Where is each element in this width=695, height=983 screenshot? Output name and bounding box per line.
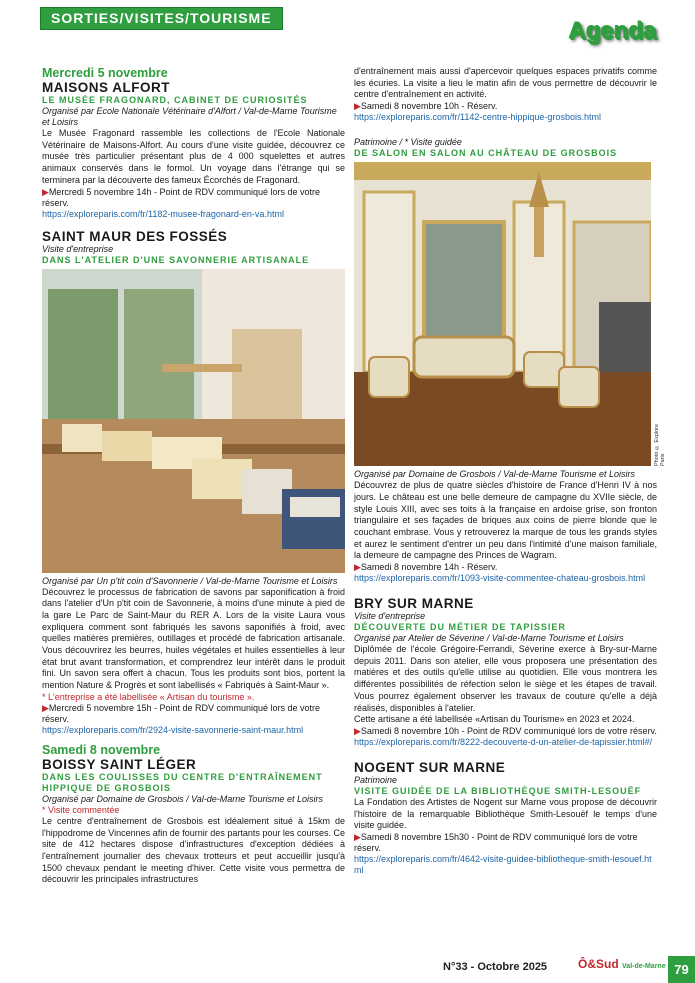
event-when bbox=[354, 101, 657, 112]
left-column bbox=[42, 66, 345, 886]
arrow-icon: ▶ bbox=[354, 101, 361, 112]
arrow-icon: ▶ bbox=[42, 702, 49, 713]
event-description: Le centre d'entraînement de Grosbois est idéalement situé à 15km de l'hippodrome de Vincennes afin de fournir des partants pour les courses. Ce site de 412 hectares dispose d'infrastructures d'exception dédiées à l'entraînement journalier des chevaux trotteurs et peut accueillir jusqu'à 1500 chevaux pendant le meeting d'hiver. Cette visite vous permettra de découvrir les principales infrastructures bbox=[42, 815, 345, 885]
arrow-icon: ▶ bbox=[354, 832, 361, 843]
event-link[interactable]: https://exploreparis.com/fr/1093-visite-commentee-chateau-grosbois.html bbox=[354, 573, 646, 584]
event-title: DANS LES COULISSES DU CENTRE D'ENTRAÎNEMENT HIPPIQUE DE GROSBOIS bbox=[42, 771, 323, 793]
issue-number: N°33 - Octobre 2025 bbox=[443, 961, 548, 973]
when-text: Samedi 8 novembre 10h - Point de RDV communiqué lors de votre réserv. bbox=[360, 725, 657, 736]
event-description: La Fondation des Artistes de Nogent sur Marne vous propose de découvrir l'histoire de la remarquable Bibliothèque Smith-Lesouëf le temps d'une visite guidée. bbox=[354, 796, 657, 831]
chateau-salon-photo bbox=[354, 162, 651, 466]
event-when bbox=[42, 187, 345, 209]
page-number: 79 bbox=[668, 956, 695, 983]
event-when bbox=[354, 726, 657, 737]
event-link[interactable]: https://exploreparis.com/fr/4642-visite-guidee-bibliotheque-smith-lesouef.html bbox=[354, 854, 652, 876]
label-note: * L'entreprise a été labellisée « Artisan du tourisme ». bbox=[42, 691, 255, 702]
agenda-text: Agenda bbox=[568, 18, 657, 45]
city-heading: BOISSY SAINT LÉGER bbox=[42, 756, 197, 772]
event-link[interactable]: https://exploreparis.com/fr/2924-visite-savonnerie-saint-maur.html bbox=[42, 724, 304, 735]
event-description: Découvrez le processus de fabrication de savons par saponification à froid dans l'atelier d'Un p'tit coin de Savonnerie, à moins d'une minute à pied de la gare Le Parc de Saint-Maur du RER A. Lors de la visite Laura vous expliquera comment sont fabriqués les savons saponifiés à froid, avec quelles matières premières, outillages et procédé de fabrication artisanale. Vous découvrirez les beurres, huiles végétales et huiles essentielles à leur état brut avant transformation, et comprendrez leur intérêt dans le produit fini. Un savon sera offert à chacun. Tous les produits sont bios, portent la mention Nature & Progrès et sont labellisés « Fabriqués à Saint-Maur ». bbox=[42, 586, 345, 691]
arrow-icon: ▶ bbox=[354, 562, 361, 573]
when-text: Mercredi 5 novembre 15h - Point de RDV communiqué lors de votre réserv. bbox=[42, 702, 321, 724]
event-description: d'entraînement mais aussi d'apercevoir quelques espaces privatifs comme les écuries. La visite a lieu le matin afin de vous permettre de découvrir le centre d'entraînement en activité. bbox=[354, 66, 657, 100]
organizer: Organisé par Atelier de Séverine / Val-de-Marne Tourisme et Loisirs bbox=[354, 633, 624, 644]
when-text: Samedi 8 novembre 10h - Réserv. bbox=[360, 101, 498, 112]
city-heading: MAISONS ALFORT bbox=[42, 80, 170, 95]
event-link[interactable]: https://exploreparis.com/fr/1142-centre-hippique-grosbois.html bbox=[354, 112, 601, 123]
date-heading: Mercredi 5 novembre bbox=[42, 66, 168, 80]
event-type: Patrimoine bbox=[354, 774, 398, 785]
event-when bbox=[42, 703, 345, 725]
section-banner: SORTIES/VISITES/TOURISME bbox=[40, 7, 283, 30]
city-heading: BRY SUR MARNE bbox=[354, 596, 474, 612]
event-title: DE SALON EN SALON AU CHÂTEAU DE GROSBOIS bbox=[354, 148, 618, 159]
agenda-title bbox=[569, 18, 657, 46]
event-link[interactable]: https://exploreparis.com/fr/1182-musee-fragonard-en-va.html bbox=[42, 208, 284, 219]
arrow-icon: ▶ bbox=[42, 186, 49, 197]
chateau-photo-wrap bbox=[354, 162, 666, 467]
organizer: Organisé par Domaine de Grosbois / Val-de-Marne Tourisme et Loisirs bbox=[354, 469, 635, 480]
arrow-icon: ▶ bbox=[354, 725, 361, 736]
organizer: Organisé par Ecole Nationale Vétérinaire d'Alfort / Val-de-Marne Tourisme et Loisirs bbox=[42, 106, 337, 127]
when-text: Mercredi 5 novembre 14h - Point de RDV communiqué lors de votre réserv. bbox=[42, 186, 321, 208]
visit-note: * Visite commentée bbox=[42, 804, 120, 815]
event-when bbox=[354, 832, 657, 854]
event-title: LE MUSÉE FRAGONARD, CABINET DE CURIOSITÉS bbox=[42, 95, 308, 105]
logo-sub: Val-de-Marne bbox=[622, 963, 666, 970]
logo-text: Ô&Sud bbox=[578, 957, 619, 971]
label-note: Cette artisane a été labellisée «Artisan du Tourisme» en 2023 et 2024. bbox=[354, 714, 635, 725]
event-title: VISITE GUIDÉE DE LA BIBLIOTHÈQUE SMITH-LESOUËF bbox=[354, 785, 642, 796]
event-description: Diplômée de l'école Grégoire-Ferrandi, Séverine exerce à Bry-sur-Marne depuis 2011. Dans son atelier, elle vous proposera une présentation des matières et des outils qu'elle utilise au quotidien. Elle vous montrera les différentes possibilités de réfection selon le siège et les étapes de travail. Vous pourrez également observer les travaux de couture qu'elle a déjà réalisés, disponibles à l'atelier. bbox=[354, 644, 657, 713]
event-title: DANS L'ATELIER D'UNE SAVONNERIE ARTISANALE bbox=[42, 254, 310, 265]
event-type: Visite d'entreprise bbox=[354, 611, 426, 622]
date-heading: Samedi 8 novembre bbox=[42, 742, 161, 757]
city-heading: NOGENT SUR MARNE bbox=[354, 759, 506, 775]
organizer: Organisé par Un p'tit coin d'Savonnerie / Val-de-Marne Tourisme et Loisirs bbox=[42, 575, 338, 586]
event-type: Visite d'entreprise bbox=[42, 243, 114, 254]
event-description: Le Musée Fragonard rassemble les collections de l'Ecole Nationale Vétérinaire de Maisons-Alfort. Au cours d'une visite guidée, découvrez ce musée très particulier présentant plus de 4 000 squelettes et autres animaux conservés dans le formol. Un voyage dans l'étrange qui se terminera par la découverte des fameux Écorchés de Fragonard. bbox=[42, 128, 345, 185]
city-heading: SAINT MAUR DES FOSSÉS bbox=[42, 228, 228, 244]
organizer: Organisé par Domaine de Grosbois / Val-de-Marne Tourisme et Loisirs bbox=[42, 793, 323, 804]
right-column bbox=[354, 66, 666, 876]
event-description: Découvrez de plus de quatre siècles d'histoire de France d'Henri IV à nos jours. Le château est une belle demeure de campagne du XVIIe siècle, de style Louis XIII, avec ses toits à la française en ardoise grise, son fronton triangulaire et ses façades de briques aux coins de pierre blonde que le couchant embrase. Vous y retrouverez la marque de tous les grands styles et aurez le sentiment d'entrer un peu dans l'intimité d'une maison familiale, la demeure de campagne des Princes de Wagram. bbox=[354, 480, 657, 561]
photo-credit: Photo © Explore Paris bbox=[654, 424, 666, 467]
event-link[interactable]: https://exploreparis.com/fr/8222-decouverte-d-un-atelier-de-tapissier.html#/ bbox=[354, 736, 653, 747]
event-type: Patrimoine / * Visite guidée bbox=[354, 137, 462, 148]
when-text: Samedi 8 novembre 14h - Réserv. bbox=[360, 562, 498, 573]
soap-shop-photo bbox=[42, 269, 345, 573]
event-when bbox=[354, 562, 657, 573]
when-text: Samedi 8 novembre 15h30 - Point de RDV communiqué lors de votre réserv. bbox=[354, 832, 638, 854]
event-title: DÉCOUVERTE DU MÉTIER DE TAPISSIER bbox=[354, 622, 566, 633]
magazine-logo bbox=[578, 957, 666, 971]
